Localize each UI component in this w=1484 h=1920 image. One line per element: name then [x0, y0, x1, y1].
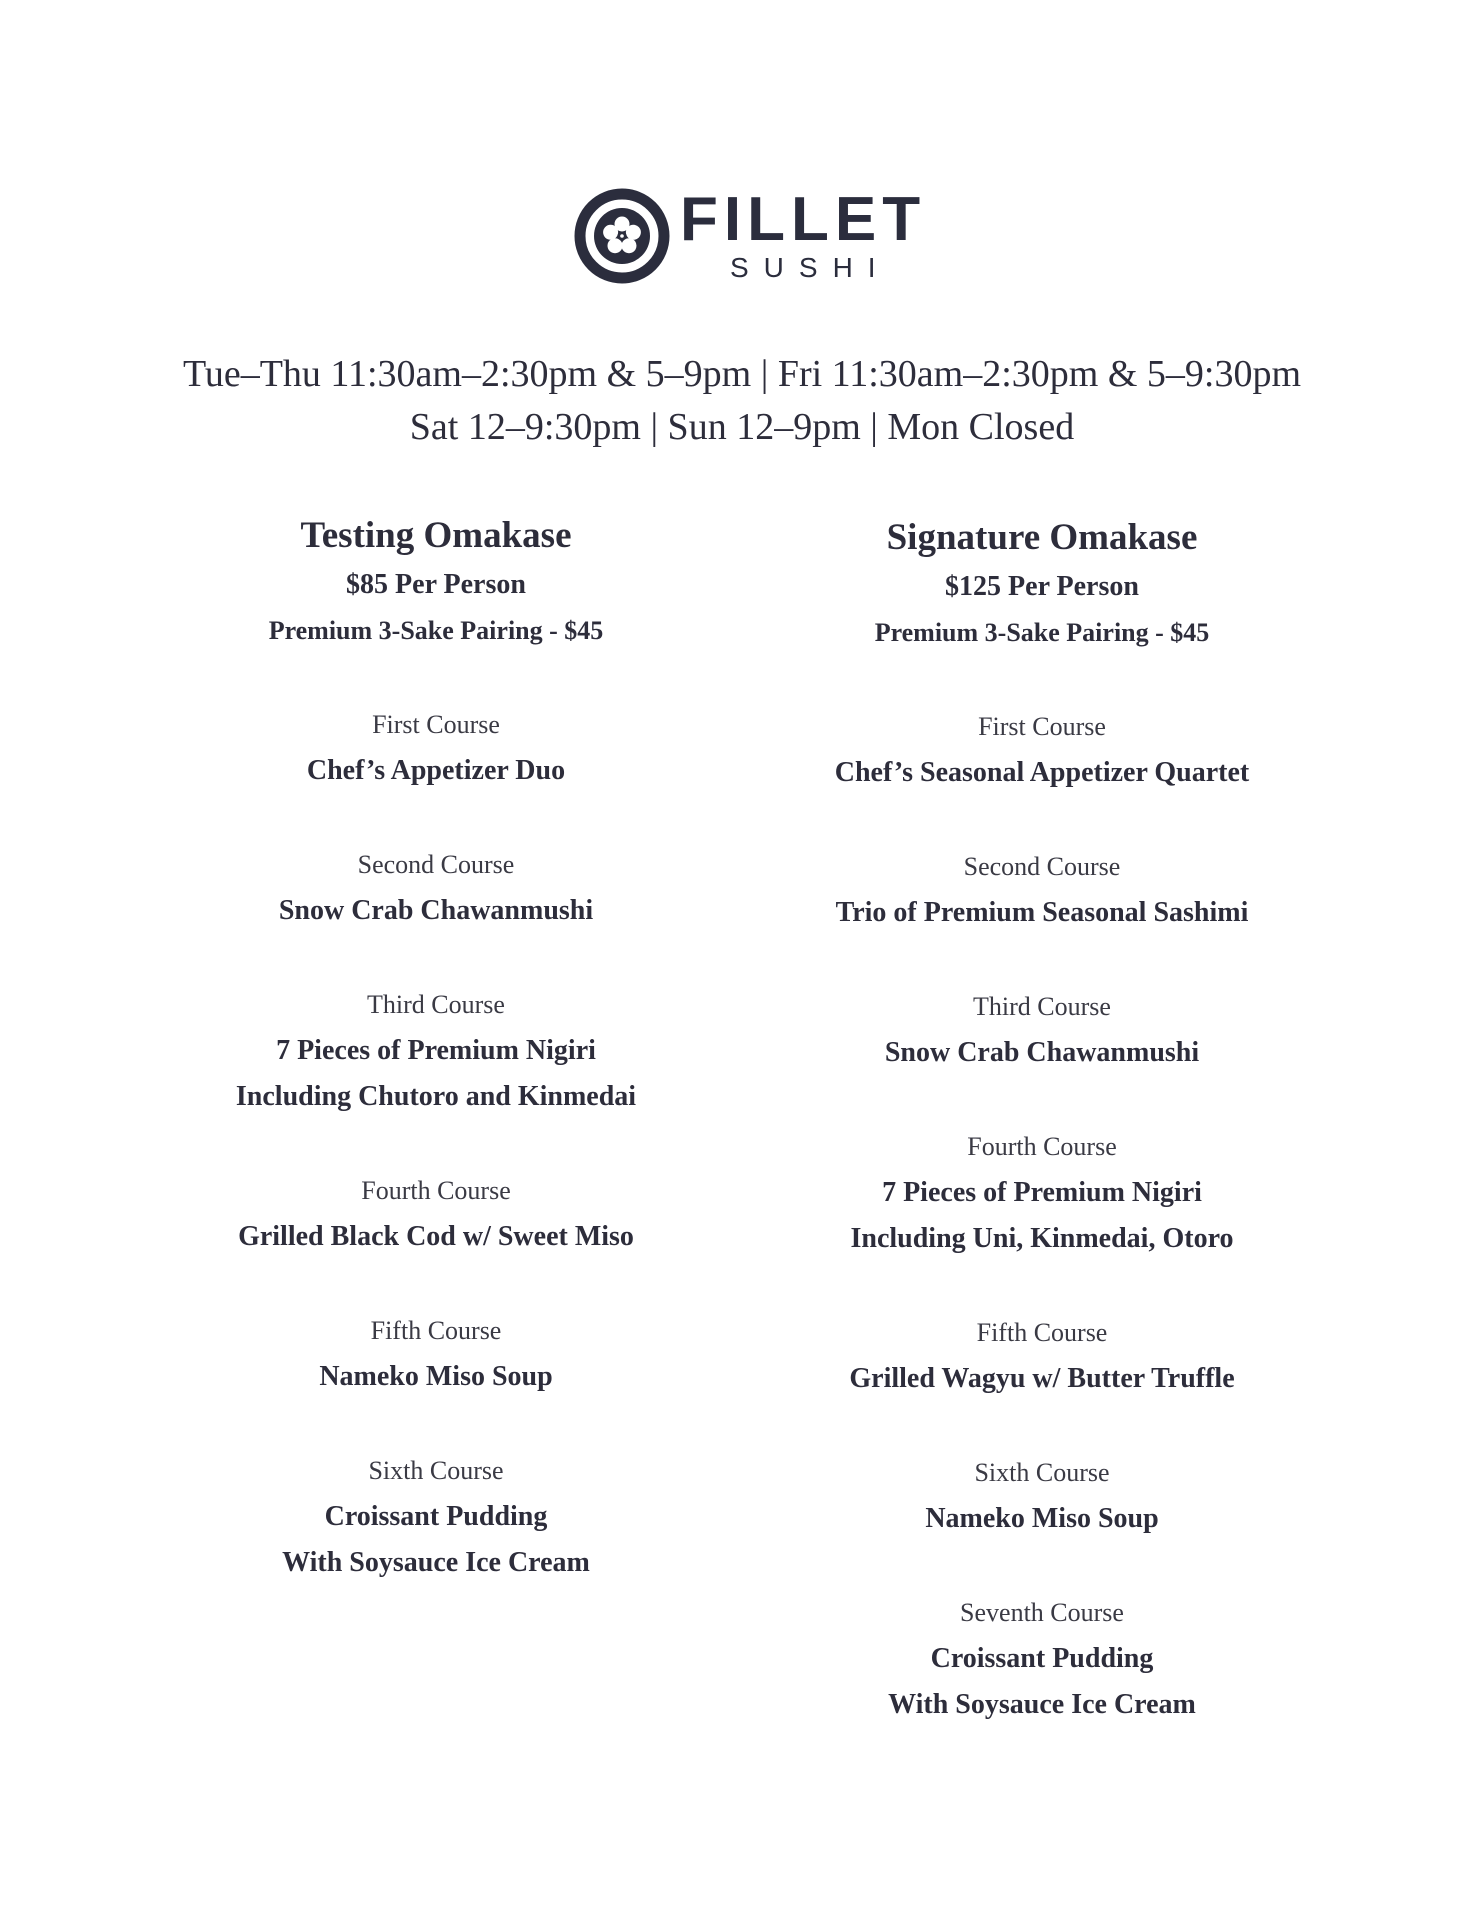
course-label: First Course — [978, 712, 1106, 741]
course-dish: Snow Crab Chawanmushi — [278, 895, 594, 926]
course-dish: Grilled Black Cod w/ Sweet Miso — [238, 1221, 634, 1252]
menu-testing-omakase — [126, 510, 746, 1586]
menu-title: Signature Omakase — [886, 517, 1198, 558]
course-item — [732, 1450, 1352, 1542]
logo-subtitle: SUSHI — [730, 252, 891, 283]
course-item — [126, 1168, 746, 1260]
course-dish: Croissant Pudding — [324, 1501, 548, 1532]
course-label: Fifth Course — [976, 1318, 1108, 1347]
course-dish: Croissant Pudding — [930, 1643, 1154, 1674]
course-label: Sixth Course — [368, 1456, 504, 1485]
course-item — [732, 704, 1352, 796]
course-label: Sixth Course — [974, 1458, 1110, 1487]
menu-price: $125 Per Person — [945, 571, 1139, 602]
course-dish: Trio of Premium Seasonal Sashimi — [835, 897, 1249, 928]
plum-blossom-icon — [572, 186, 672, 286]
course-dish: Grilled Wagyu w/ Butter Truffle — [849, 1363, 1235, 1394]
course-label: Seventh Course — [960, 1598, 1124, 1627]
course-item — [732, 984, 1352, 1076]
course-dish-detail: Including Uni, Kinmedai, Otoro — [850, 1223, 1234, 1254]
course-label: Fourth Course — [967, 1132, 1117, 1161]
course-dish: Chef’s Seasonal Appetizer Quartet — [834, 757, 1250, 788]
course-dish: Snow Crab Chawanmushi — [884, 1037, 1200, 1068]
course-item — [732, 1590, 1352, 1728]
course-item — [126, 842, 746, 934]
course-dish-detail: Including Chutoro and Kinmedai — [235, 1081, 637, 1112]
course-label: Fourth Course — [361, 1176, 511, 1205]
course-dish: Nameko Miso Soup — [925, 1503, 1159, 1534]
course-dish: 7 Pieces of Premium Nigiri — [276, 1035, 596, 1066]
course-item — [732, 1124, 1352, 1262]
course-dish-detail: With Soysauce Ice Cream — [282, 1547, 590, 1578]
course-item — [126, 702, 746, 794]
sake-pairing: Premium 3-Sake Pairing - $45 — [874, 618, 1210, 647]
hours-line-2: Sat 12–9:30pm | Sun 12–9pm | Mon Closed — [409, 406, 1075, 448]
course-item — [126, 1308, 746, 1400]
course-dish: Chef’s Appetizer Duo — [306, 755, 566, 786]
course-dish: 7 Pieces of Premium Nigiri — [882, 1177, 1202, 1208]
course-label: Third Course — [367, 990, 505, 1019]
course-dish-detail: With Soysauce Ice Cream — [888, 1689, 1196, 1720]
restaurant-logo — [572, 185, 927, 290]
course-label: Third Course — [973, 992, 1111, 1021]
sake-pairing: Premium 3-Sake Pairing - $45 — [268, 616, 604, 645]
course-label: Second Course — [357, 850, 515, 879]
course-item — [732, 1310, 1352, 1402]
course-label: Fifth Course — [370, 1316, 502, 1345]
hours-line-1: Tue–Thu 11:30am–2:30pm & 5–9pm | Fri 11:30am–2:30pm & 5–9:30pm — [182, 353, 1302, 395]
course-item — [732, 844, 1352, 936]
menu-title: Testing Omakase — [300, 515, 572, 556]
menu-signature-omakase — [732, 512, 1352, 1728]
course-label: Second Course — [963, 852, 1121, 881]
course-item — [126, 1448, 746, 1586]
course-dish: Nameko Miso Soup — [319, 1361, 553, 1392]
course-label: First Course — [372, 710, 500, 739]
menu-price: $85 Per Person — [346, 569, 526, 600]
course-item — [126, 982, 746, 1120]
logo-wordmark: FILLET — [680, 185, 927, 254]
